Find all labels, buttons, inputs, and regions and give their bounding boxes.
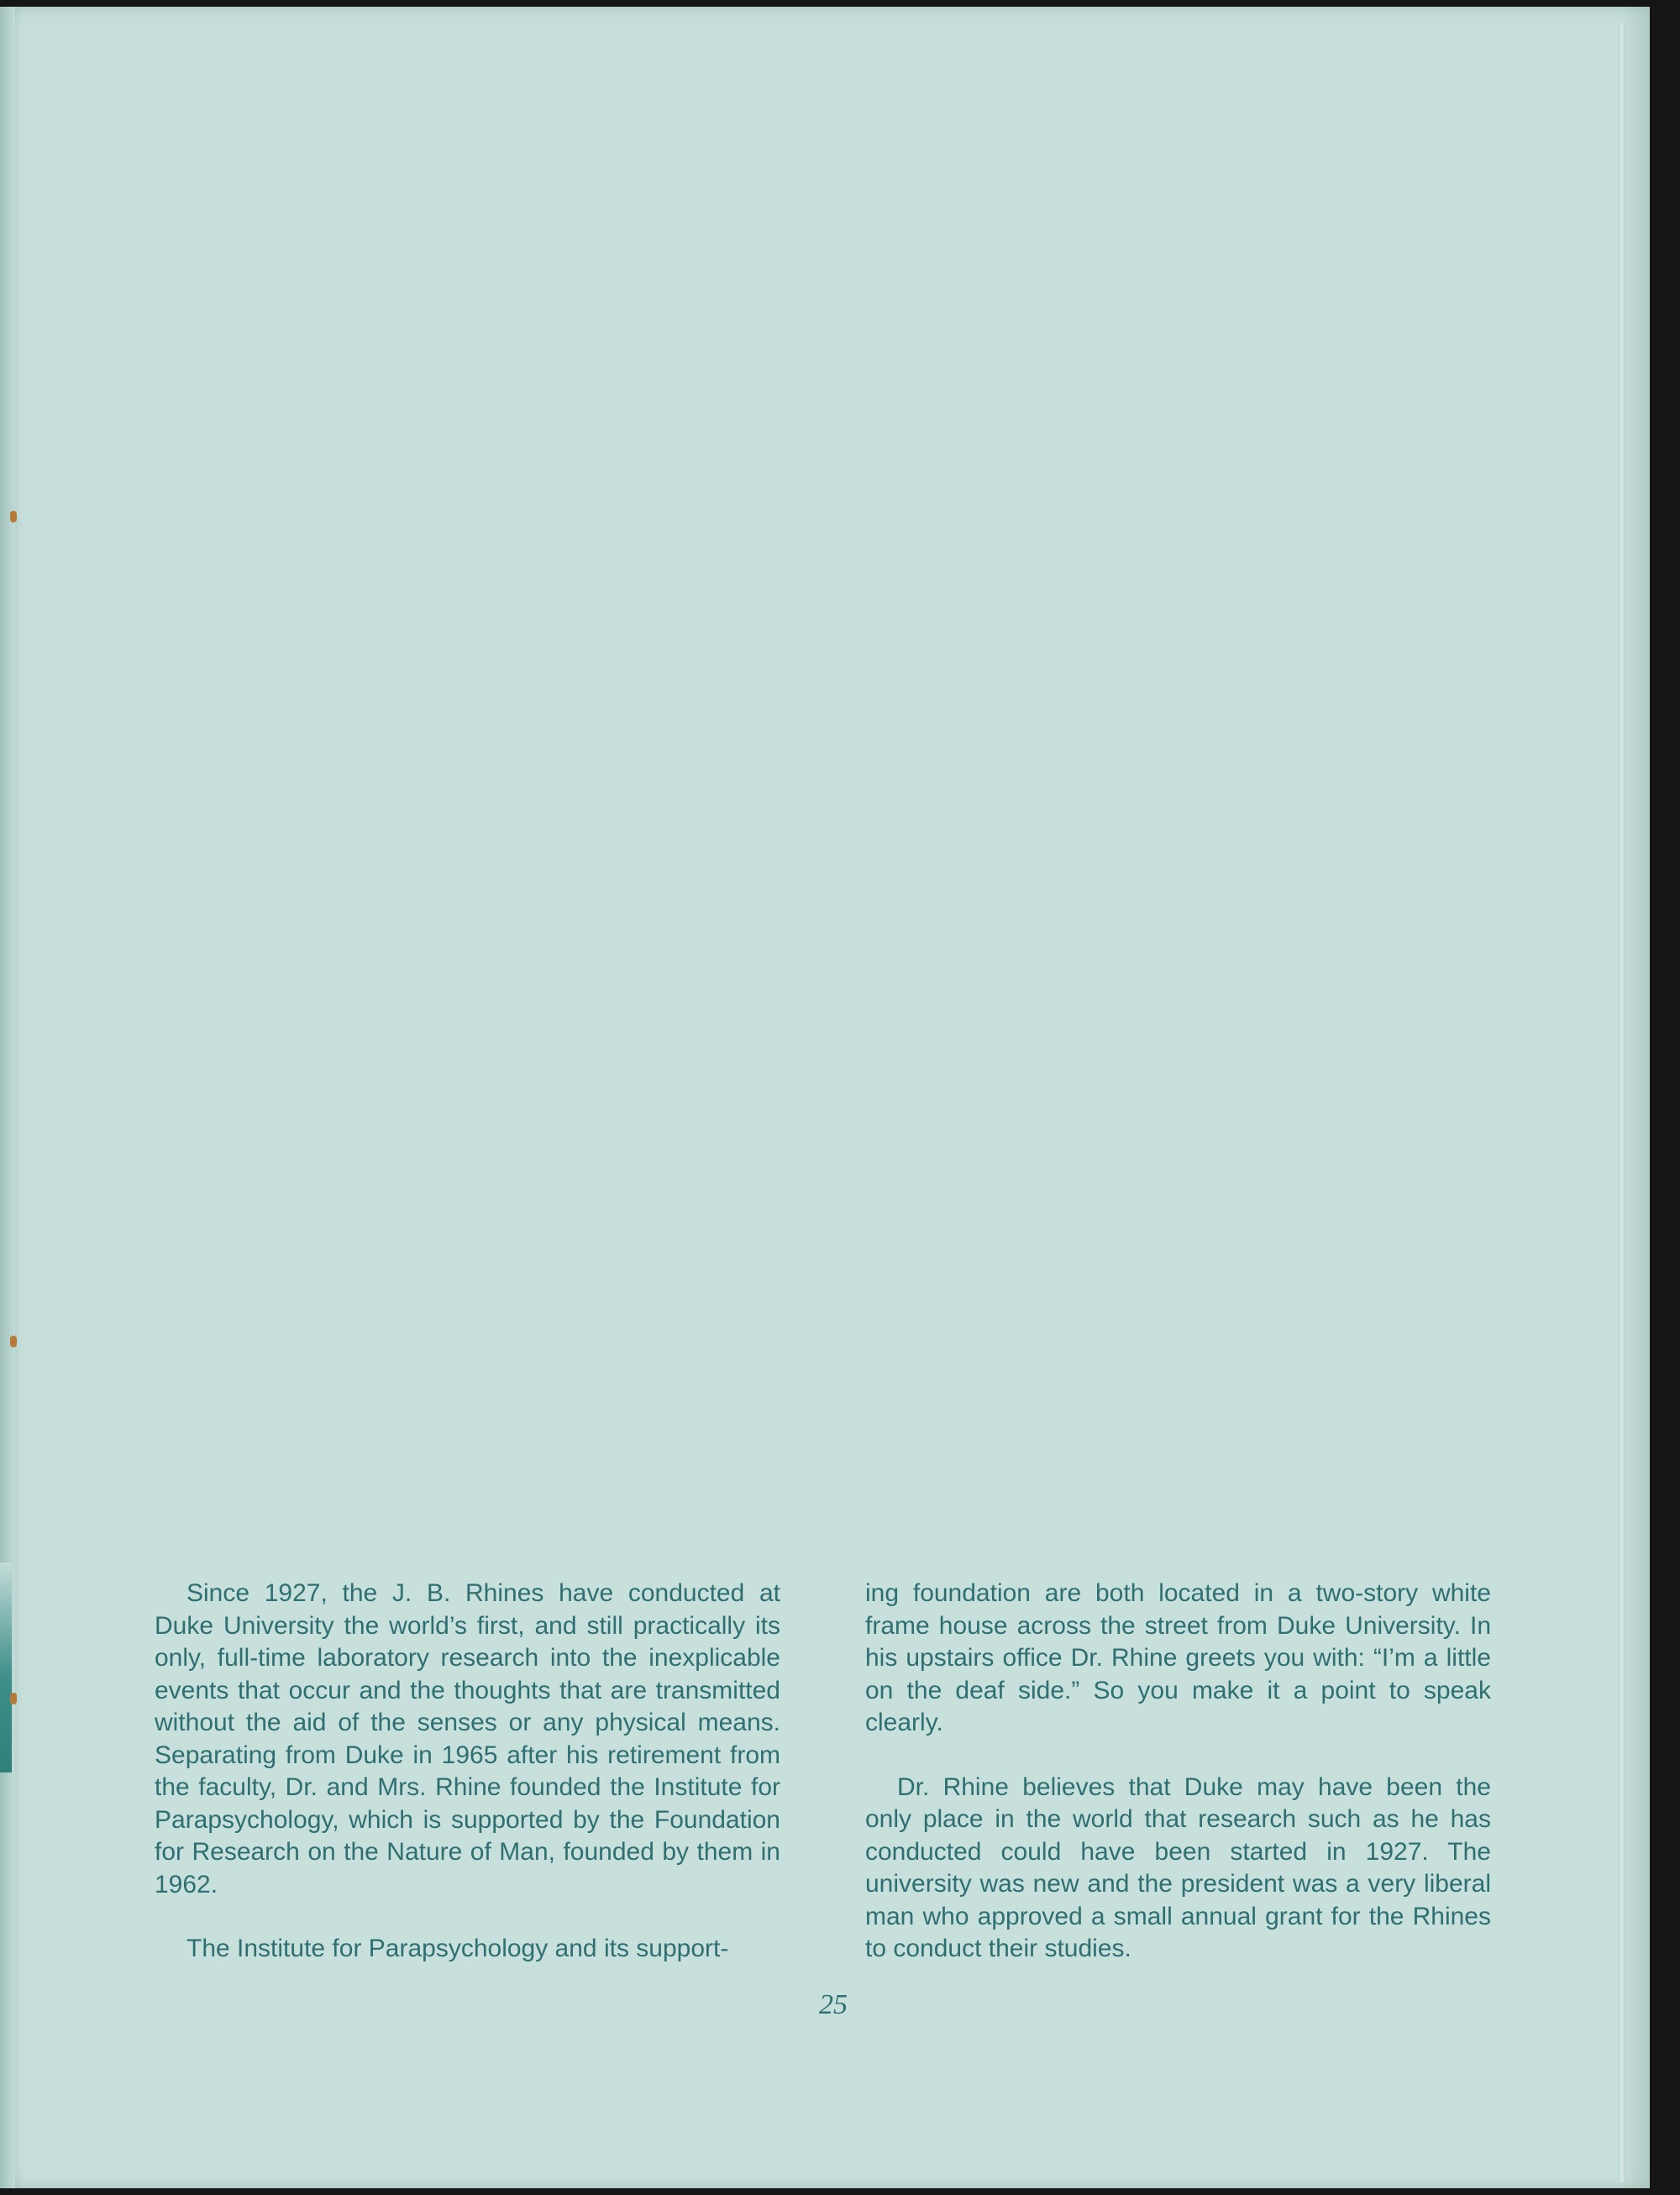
binding-edge [0, 7, 15, 2188]
page-number: 25 [819, 1989, 848, 2020]
rust-spot [10, 1336, 17, 1347]
binding-stain [0, 1562, 12, 1772]
paragraph-gap [155, 1901, 780, 1933]
paragraph-gap [865, 1740, 1491, 1772]
document-page [10, 7, 1650, 2188]
page-edge [1618, 24, 1626, 2182]
paragraph-foundation-location: ing foundation are both located in a two-story white frame house across the street from Duke University. In his upstairs office Dr. Rhine greets you with: “I’m a little on the deaf side.” So you make it a point to speak clearly. [865, 1579, 1491, 1736]
right-text-column [865, 1578, 1491, 1966]
rust-spot [10, 1693, 17, 1704]
paragraph-duke-research: Dr. Rhine believes that Duke may have been the only place in the world that research such as he has conducted could have been started in 1927. The university was new and the president was a very liberal man who approved a small annual grant for the Rhines to conduct their studies. [865, 1772, 1491, 1962]
rust-spot [10, 511, 17, 522]
left-text-column [155, 1578, 780, 1966]
paragraph-institute: The Institute for Parapsychology and its support- [186, 1935, 729, 1962]
paragraph-since-1927: Since 1927, the J. B. Rhines have conducted at Duke University the world’s first, and still practically its only, full-time laboratory research into the inexplicable events that occur and the thoughts that are transmitted without the aid of the senses or any physical means. Separating from Duke in 1965 after his retirement from the faculty, Dr. and Mrs. Rhine founded the Institute for Parapsychology, which is supported by the Foundation for Research on the Nature of Man, founded by them in 1962. [155, 1579, 780, 1898]
